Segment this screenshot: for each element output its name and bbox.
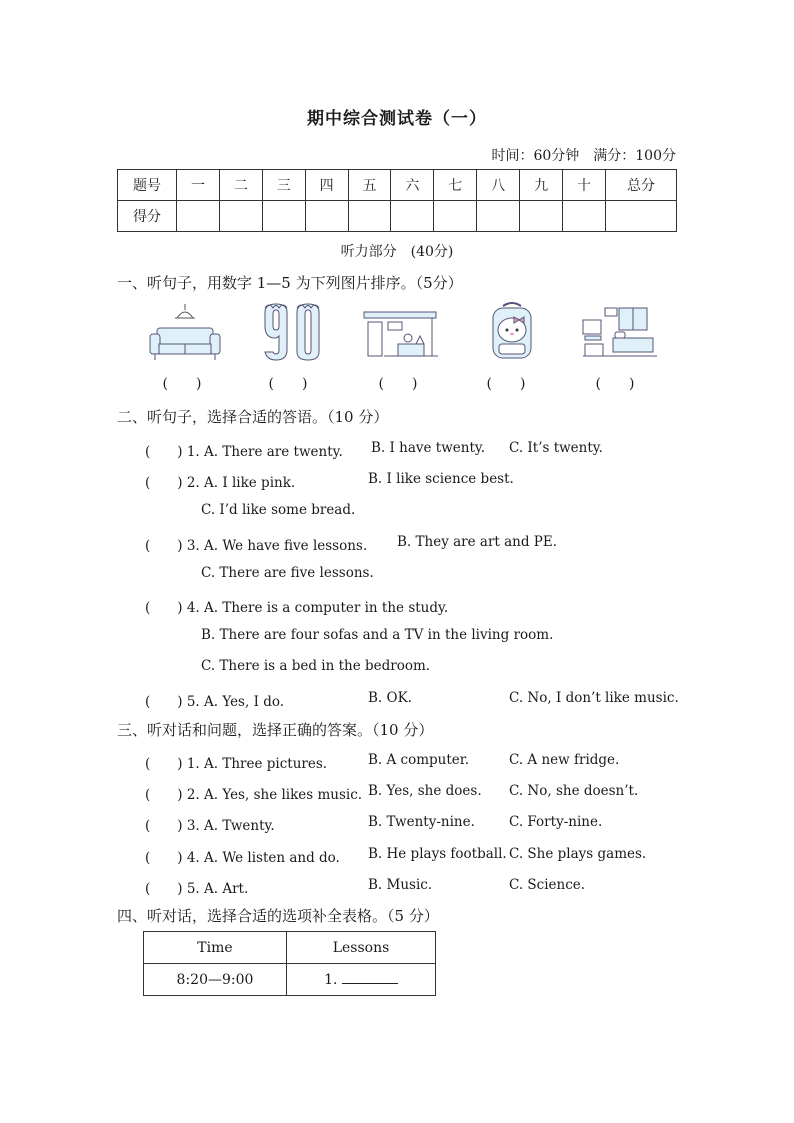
score-input[interactable] [563,201,606,232]
s2-q4-option-b: B. There are four sofas and a TV in the living room. [201,627,554,643]
number-90-icon [259,300,349,365]
s3-q3-option-c: C. Forty-nine. [509,814,603,830]
s3-q3-option-b: B. Twenty-nine. [368,814,475,830]
s2-q3-stem: ( ) 3. A. We have five lessons. [145,538,368,554]
answer-blank-5[interactable]: ( ) [595,376,635,392]
s2-q1-option-b: B. I have twenty. [371,440,485,456]
s2-q4-option-c: C. There is a bed in the bedroom. [201,658,431,674]
s3-q3-stem: ( ) 3. A. Twenty. [145,818,275,834]
score-input[interactable] [434,201,477,232]
score-input[interactable] [348,201,391,232]
s3-q2-option-b: B. Yes, she does. [368,783,482,799]
answer-blank-2[interactable]: ( ) [268,376,308,392]
cell-9: 九 [520,170,563,201]
s2-q3-option-b: B. They are art and PE. [397,534,558,550]
section1-title: 一、听句子，用数字 1—5 为下列图片排序。（5分） [117,274,463,292]
score-input[interactable] [520,201,563,232]
section2-title: 二、听句子，选择合适的答语。（10 分） [117,408,389,426]
cell-4: 四 [305,170,348,201]
answer-blank-3[interactable]: ( ) [378,376,418,392]
section3-title: 三、听对话和问题，选择正确的答案。（10 分） [117,721,434,739]
cell-score-label: 得分 [118,201,177,232]
cell-10: 十 [563,170,606,201]
s3-q1-stem: ( ) 1. A. Three pictures. [145,756,328,772]
row-lesson [287,964,436,996]
s3-q5-stem: ( ) 5. A. Art. [145,881,249,897]
score-input[interactable] [477,201,520,232]
score-table-score-row [118,201,677,232]
s3-q5-option-b: B. Music. [368,877,433,893]
s2-q5-stem: ( ) 5. A. Yes, I do. [145,694,285,710]
s2-q2-option-c: C. I’d like some bread. [201,502,356,518]
table-row [144,964,436,996]
cell-8: 八 [477,170,520,201]
row-lesson-number: 1. [324,972,338,988]
answer-blank-1[interactable]: ( ) [162,376,202,392]
score-table [117,169,677,232]
s3-q4-option-b: B. He plays football. [368,846,507,862]
score-input[interactable] [391,201,434,232]
cell-6: 六 [391,170,434,201]
s2-q1-option-c: C. It’s twenty. [509,440,603,456]
s3-q4-stem: ( ) 4. A. We listen and do. [145,850,340,866]
cell-number-label: 题号 [118,170,177,201]
s2-q5-option-b: B. OK. [368,690,412,706]
score-input[interactable] [606,201,677,232]
s3-q2-stem: ( ) 2. A. Yes, she likes music. [145,787,363,803]
answer-blank-4[interactable]: ( ) [486,376,526,392]
s3-q1-option-c: C. A new fridge. [509,752,620,768]
page-title: 期中综合测试卷（一） [307,109,487,129]
schoolbag-icon [477,300,567,365]
listening-header: 听力部分 (40分) [340,244,454,260]
lessons-table [143,931,436,996]
cell-3: 三 [262,170,305,201]
answer-blank[interactable] [342,971,398,984]
table-row [144,932,436,964]
kitchen-icon [362,300,452,365]
s3-q4-option-c: C. She plays games. [509,846,647,862]
s3-q1-option-b: B. A computer. [368,752,470,768]
s2-q2-option-b: B. I like science best. [368,471,514,487]
cell-5: 五 [348,170,391,201]
header-time: Time [144,932,287,964]
cell-7: 七 [434,170,477,201]
section4-title: 四、听对话，选择合适的选项补全表格。（5 分） [117,907,439,925]
picture-row [117,300,677,370]
s3-q5-option-c: C. Science. [509,877,586,893]
score-input[interactable] [305,201,348,232]
s2-q1-stem: ( ) 1. A. There are twenty. [145,444,343,460]
cell-1: 一 [177,170,220,201]
cell-total: 总分 [606,170,677,201]
bedroom-icon [579,300,669,365]
score-table-header-row [118,170,677,201]
cell-2: 二 [219,170,262,201]
score-input[interactable] [219,201,262,232]
row-time: 8:20—9:00 [144,964,287,996]
score-input[interactable] [177,201,220,232]
s2-q3-option-c: C. There are five lessons. [201,565,374,581]
s2-q4-stem: ( ) 4. A. There is a computer in the study. [145,600,449,616]
score-input[interactable] [262,201,305,232]
s3-q2-option-c: C. No, she doesn’t. [509,783,639,799]
time-info: 时间：60分钟 满分：100分 [491,148,676,164]
s2-q2-stem: ( ) 2. A. I like pink. [145,475,296,491]
s2-q5-option-c: C. No, I don’t like music. [509,690,679,706]
sofa-icon [145,300,235,365]
header-lessons: Lessons [287,932,436,964]
